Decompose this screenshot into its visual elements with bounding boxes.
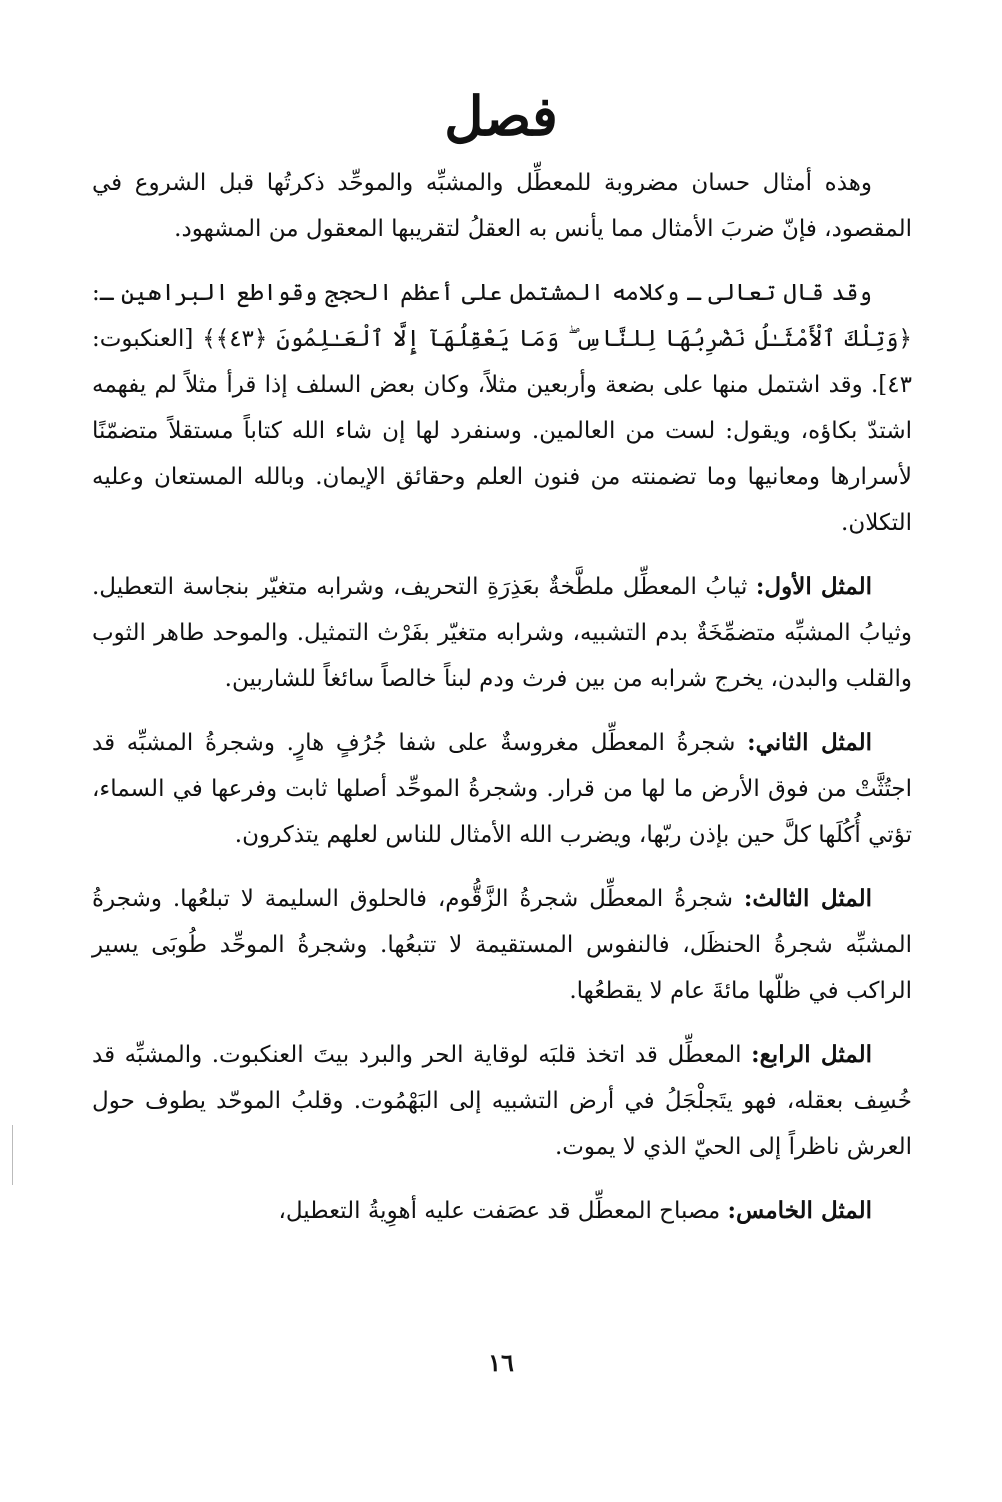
example-lead: المثل الأول: [755, 573, 872, 600]
quran-verse: ﴿وَتِلْكَ ٱلْأَمْثَـٰلُ نَضْرِبُهَا لِلنَّاسِ ۖ وَمَا يَعْقِلُهَآ إِلَّا ٱلْعَـٰلِمُونَ ﴿٤٣﴾﴾ [202, 326, 912, 352]
quran-paragraph [92, 270, 912, 546]
example-text: المعطِّل قد اتخذ قلبَه لوقاية الحر والبرد بيتَ العنكبوت. والمشبِّه قد خُسِف بعقله، فهو يتَجلْجَلُ في أرض التشبيه إلى البَهْمُوت. وقلبُ الموحّد يطوف حول العرش ناظراً إلى الحيّ الذي لا يموت. [92, 1042, 912, 1160]
example-paragraph-5 [92, 1188, 912, 1234]
example-text: شجرةُ المعطِّل شجرةُ الزَّقُّوم، فالحلوق السليمة لا تبلعُها. وشجرةُ المشبِّه شجرةُ الحنظَل، فالنفوس المستقيمة لا تتبعُها. وشجرةُ الموحِّد طُوبَى يسير الراكب في ظلّها مائةَ عام لا يقطعُها. [92, 886, 912, 1004]
example-paragraph-1 [92, 564, 912, 702]
example-text: مصباح المعطِّل قد عصَفت عليه أهوِيةُ التعطيل، [278, 1198, 728, 1224]
quran-paragraph-rest: [العنكبوت: ٤٣]. وقد اشتمل منها على بضعة وأربعين مثلاً، وكان بعض السلف إذا قرأ مثلاً لم يفهمه اشتدّ بكاؤه، ويقول: لست من العالمين. وسنفرد لها إن شاء الله كتاباً مستقلاً متضمّنًا لأسرارها ومعانيها وما تضمنته من فنون العلم وحقائق الإيمان. وبالله المستعان وعليه التكلان. [92, 326, 912, 536]
page-number: ١٦ [488, 1348, 514, 1377]
example-lead: المثل الرابع: [751, 1041, 872, 1068]
example-paragraph-4 [92, 1032, 912, 1170]
example-lead: المثل الثاني: [747, 729, 872, 756]
body-text [92, 160, 912, 1252]
example-text: ثيابُ المعطِّل ملطَّخةٌ بعَذِرَةِ التحريف، وشرابه متغيّر بنجاسة التعطيل. وثيابُ المشبِّه متضمِّخَةٌ بدم التشبيه، وشرابه متغيّر بفَرْث التمثيل. والموحد طاهر الثوب والقلب والبدن، يخرج شرابه من بين فرث ودم لبناً خالصاً سائغاً للشاربين. [92, 574, 912, 692]
quran-paragraph-intro: وقد قال تعالى ـ وكلامه المشتمل على أعظم الحجج وقواطع البراهين ـ: [92, 280, 872, 306]
example-lead: المثل الثالث: [743, 885, 872, 912]
example-lead: المثل الخامس: [727, 1197, 872, 1224]
example-text: شجرةُ المعطِّل مغروسةٌ على شفا جُرُفٍ هارٍ. وشجرةُ المشبِّه قد اجتُثَّتْ من فوق الأرض ما لها من قرار. وشجرةُ الموحِّد أصلها ثابت وفرعها في السماء، تؤتي أُكُلَها كلَّ حين بإذن ربّها، ويضرب الله الأمثال للناس لعلهم يتذكرون. [92, 730, 912, 848]
example-paragraph-2 [92, 720, 912, 858]
scan-margin-line [12, 1125, 13, 1185]
example-paragraph-3 [92, 876, 912, 1014]
chapter-heading: فصل [444, 84, 558, 148]
intro-paragraph: وهذه أمثال حسان مضروبة للمعطِّل والمشبِّه والموحِّد ذكرتُها قبل الشروع في المقصود، فإنّ ضربَ الأمثال مما يأنس به العقلُ لتقريبها المعقول من المشهود. [92, 170, 912, 242]
